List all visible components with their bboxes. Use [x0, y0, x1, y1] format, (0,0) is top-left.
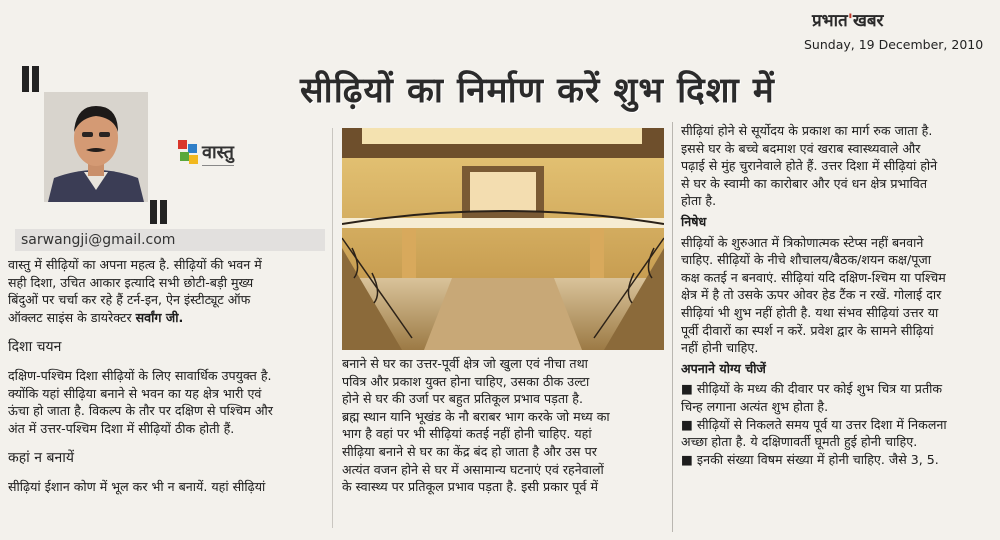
decorative-bars [150, 200, 174, 226]
intro-line-text: ऑक्लट साइंस के डायरेक्टर [8, 309, 132, 325]
body-line: ब्रह्म स्थान यानि भूखंड के नौ बराबर भाग करके जो मध्य का [342, 408, 610, 424]
column-tag-label: वास्तु [202, 140, 234, 166]
body-line: से घर के स्वामी का कारोबार और एवं धन क्षेत्र प्रभावित [681, 175, 928, 191]
bullet-line: ■ इनकी संख्या विषम संख्या में होनी चाहिए. जैसे 3, 5. [681, 451, 939, 467]
masthead-name-part2: खबर [852, 11, 884, 31]
intro-line: सही दिशा, उचित आकार इत्यादि सभी छोटी-बड़ी मुख्य [8, 274, 254, 290]
body-line: होता है. [681, 193, 717, 209]
bullet-line: ■ सीढ़ियों से निकलते समय पूर्व या उत्तर दिशा में निकलना [681, 416, 947, 432]
section-heading-recommended: अपनाने योग्य चीजें [681, 360, 766, 376]
body-line: सीढ़ियों के शुरुआत में त्रिकोणात्मक स्टेप्स नहीं बनवाने [681, 234, 924, 250]
body-line: पढ़ाई से मुंह चुरानेवाले होते हैं. उत्तर दिशा में सीढ़ियां होने [681, 158, 938, 174]
publication-date: Sunday, 19 December, 2010 [804, 37, 984, 52]
bullet-line: चिन्ह लगाना अत्यंत शुभ होता है. [681, 398, 829, 414]
bullet-line: अच्छा होता है. ये दक्षिणावर्ती घूमती हुई होनी चाहिए. [681, 434, 918, 450]
column-divider [332, 128, 333, 528]
section-heading-prohibited: निषेध [681, 213, 707, 229]
intro-line: बिंदुओं पर चर्चा कर रहे हैं टर्न-इन, ऐन इंस्टीट्यूट ऑफ [8, 292, 251, 308]
intro-line: वास्तु में सीढ़ियों का अपना महत्व है. सीढ़ियों की भवन में [8, 257, 262, 272]
article-headline: सीढ़ियों का निर्माण करें शुभ दिशा में [300, 71, 775, 111]
body-line: पूर्वी दीवारों का स्पर्श न करें. प्रवेश द्वार के सामने सीढ़ियां [681, 322, 934, 338]
body-line: पवित्र और प्रकाश युक्त होना चाहिए, उसका ठीक उल्टा [342, 373, 590, 389]
left-column [8, 256, 323, 496]
body-line: दक्षिण-पश्चिम दिशा सीढ़ियों के लिए सावार्धिक उपयुक्त है. [8, 367, 272, 383]
right-column [681, 122, 993, 468]
body-line: बनाने से घर का उत्तर-पूर्वी क्षेत्र जो खुला एवं नीचा तथा [342, 356, 588, 371]
section-heading-direction: दिशा चयन [8, 339, 62, 356]
body-line: के स्वास्थ्य पर प्रतिकूल प्रभाव पड़ता है. इसी प्रकार पूर्व में [342, 479, 599, 495]
body-line: चाहिए. सीढ़ियों के नीचे शौचालय/बैठक/शयन कक्ष/पूजा [681, 252, 931, 268]
body-line: अत्यंत वजन होने से घर में असामान्य घटनाएं एवं रहनेवालों [342, 461, 604, 477]
body-line: इससे घर के बच्चे बदमाश एवं खराब स्वास्थ्यवाले और [681, 140, 921, 156]
author-email: sarwangji@gmail.com [15, 229, 325, 251]
column-tag [178, 140, 234, 166]
body-line: सीढ़ियां भी शुभ नहीं होती है. यथा संभव सीढ़ियां उत्तर या [681, 304, 939, 320]
staircase-photo [342, 128, 664, 350]
body-line: सीढ़ियां होने से सूर्योदय के प्रकाश का मार्ग रुक जाता है. [681, 123, 933, 138]
author-photo [44, 92, 148, 202]
decorative-bars [22, 66, 46, 96]
vastu-logo-icon [178, 140, 198, 166]
intro-line [8, 309, 323, 327]
body-line: क्योंकि यहां सीढ़िया बनाने से भवन का यह क्षेत्र भारी एवं [8, 385, 262, 401]
body-line: सीढ़िया बनाने से घर का केंद्र बंद हो जाता है और उस पर [342, 443, 597, 459]
body-line: नहीं होनी चाहिए. [681, 340, 759, 356]
column-divider [672, 122, 673, 532]
body-line: अंत में उत्तर-पश्चिम दिशा में सीढ़ियों ठीक होती हैं. [8, 420, 235, 436]
body-line: ऊंचा हो जाता है. विकल्प के तौर पर दक्षिण से पश्चिम और [8, 403, 273, 419]
body-line: कक्ष कतई न बनवाएं. सीढ़ियां यदि दक्षिण-श्चिम या पश्चिम [681, 269, 946, 285]
body-line: भाग है वहां पर भी सीढ़ियां कतई नहीं होनी चाहिए. यहां [342, 426, 592, 442]
author-name: सर्वांग जी. [135, 309, 184, 325]
masthead-accent: ' [847, 11, 853, 31]
body-line: क्षेत्र में है तो उसके ऊपर ओवर हेड टैंक न रखें. गोलाई दार [681, 287, 942, 303]
newspaper-masthead [812, 8, 884, 31]
body-line: सीढ़ियां ईशान कोण में भूल कर भी न बनायें. यहां सीढ़ियां [8, 478, 266, 494]
masthead-name-part1: प्रभात [812, 11, 848, 31]
bullet-line: ■ सीढ़ियों के मध्य की दीवार पर कोई शुभ चित्र या प्रतीक [681, 381, 943, 397]
middle-column [342, 355, 672, 496]
body-line: होने से घर की उर्जा पर बहुत प्रतिकूल प्रभाव पड़ता है. [342, 391, 584, 407]
section-heading-where-not: कहां न बनायें [8, 450, 74, 467]
